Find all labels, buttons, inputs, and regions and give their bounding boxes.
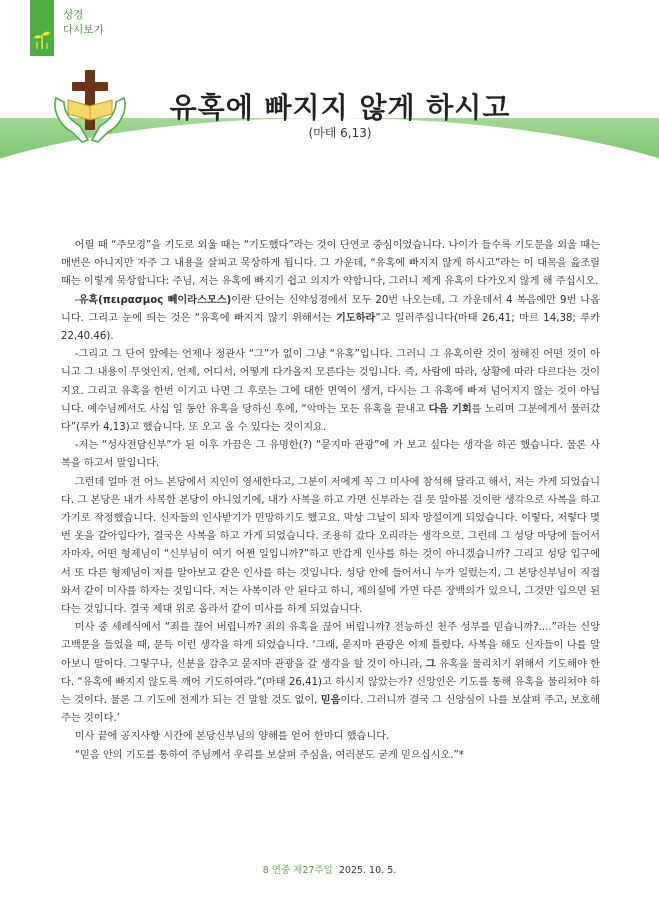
paragraph-text: 유혹을 물리치기 위해서 기도해야 한다. “유혹에 빠지지 않도록 깨어 기도하여라.”(마태 26,41)고 하시지 않았는가? 신앙인은 기도를 통해 유혹을 물리쳐야 하는 것이다. 물론 그 기도에 전제가 되는 건 말할 것도 없이, — [61, 658, 600, 707]
page-number: 8 — [262, 865, 269, 876]
issue-date: 2025. 10. 5. — [338, 865, 397, 876]
praying-hands-cross-bible-icon — [52, 68, 128, 144]
paragraph-text: 미사 끝에 공지사항 시간에 본당신부님의 양해를 얻어 한마디 했습니다. — [74, 731, 390, 743]
section-label-line1: 성경 — [63, 9, 84, 21]
paragraph-text: -저는 “성사전담신부”가 된 이후 가끔은 그 유명한(?) “묻지마 관광”에 가 보고 싶다는 생각을 하곤 했습니다. 물론 사복을 하고서 말입니다. — [61, 440, 600, 470]
paragraph — [61, 747, 600, 765]
paragraph — [61, 437, 600, 473]
paragraph-text: 이란 단어는 신약성경에서 모두 20번 나오는데, 그 가운데서 4 복음에만 9번 나옵니다. 그리고 눈에 띄는 것은 “유혹에 빠지지 않기 위해서는 — [61, 294, 600, 324]
paragraph-text: - — [74, 294, 79, 306]
emphasis-text: 유혹(πειρασμος 뻬이라스모스) — [78, 294, 232, 306]
emphasis-text: 기도하라 — [335, 312, 376, 324]
emphasis-text: 그 — [425, 658, 436, 670]
paragraph — [61, 346, 600, 437]
paragraph-text: -그리고 그 단어 앞에는 언제나 정관사 “그”가 없이 그냥 “유혹”입니다. 그러니 그 유혹이란 것이 정해진 어떤 것이 아니고 그 내용이 무엇인지, 언제, 어디서, 어떻게 다가올지 모른다는 것입니다. 즉, 사람에 따라, 상황에 따라 다르다는 것이지요. 그리고 유혹을 한번 이기고 나면 그 후로는 그에 대한 면역이 생겨, 다시는 그 유혹에 빠져 넘어지지 않는 것이 아닙니다. 예수님께서도 사십 일 동안 유혹을 당하신 후에, “악마는 모든 유혹을 끝내고 — [61, 349, 600, 415]
author-byline: 황봉철 베드로 신부 / 성서신학 박사 — [460, 176, 615, 187]
sprout-icon — [32, 28, 52, 50]
section-label — [63, 8, 104, 38]
paragraph-text: 어릴 때 “주모경”을 기도로 외울 때는 “기도했다”라는 것이 단연코 중심이었습니다. 나이가 들수록 기도문을 외울 때는 매번은 아니지만 자주 그 내용을 살피고 묵상하게 됩니다. 그 가운데, “유혹에 빠지지 않게 하시고”라는 이 대목을 읊조릴 때는 이렇게 묵상합니다: 주님, 저는 유혹에 빠지기 쉽고 의지가 약합니다, 그러니 제게 유혹이 다가오지 않게 해 주십시오. — [61, 240, 600, 288]
page-title: 유혹에 빠지지 않게 하시고 — [169, 91, 511, 124]
paragraph-text: 를 노리며 그분에게서 물러갔다”(루카 4,13)고 했습니다. 또 오고 올 수 있다는 것이지요. — [61, 403, 600, 434]
article-body — [61, 237, 600, 765]
liturgical-week: 연중 제27주일 — [271, 865, 333, 876]
emphasis-text: 믿음 — [320, 695, 341, 707]
paragraph — [61, 619, 600, 728]
paragraph-text: 이다. 그러니까 결국 그 신앙심이 나를 보살펴 주고, 보호해 주는 것이다.’ — [61, 695, 600, 725]
footer — [0, 862, 659, 876]
emphasis-text: 다음 기회 — [428, 403, 472, 415]
paragraph-text: 그런데 얼마 전 어느 본당에서 지인이 영세한다고, 그분이 저에게 꼭 그 미사에 참석해 달라고 해서, 저는 가게 되었습니다. 그 본당은 내가 사목한 본당이 아니었기에, 내가 사복을 하고 가면 신부라는 걸 못 알아볼 것이란 생각으로 사복을 하고 가기로 작정했습니다. 신자들의 인사받기가 민망하기도 했고요. 막상 그날이 되자 망설이게 되었습니다. 이렇다, 저렇다 몇 번 옷을 갈아입다가, 결국은 사복을 하고 가게 되었습니다. 조용히 갔다 오리라는 생각으로. 그런데 그 성당 마당에 들어서자마자, 어떤 형제님이 “신부님이 여기 어쩐 일입니까?”하고 반갑게 인사를 하는 것이 아니겠습니까? 그리고 성당 입구에서 또 다른 형제님이 저를 알아보고 같은 인사를 하는 것입니다. 성당 안에 들어서니 누가 일렀는지, 그 본당신부님이 직접 와서 같이 미사를 하자는 것입니다. 저는 사복이라 안 된다고 하니, 제의실에 가면 다른 장백의가 있으니, 그것만 입으면 된다는 것입니다. 결국 제대 위로 올라서 같이 미사를 하게 되었습니다. — [61, 476, 600, 616]
paragraph — [61, 474, 600, 620]
paragraph-text: “믿음 안의 기도를 통하여 주님께서 우리를 보살펴 주심을, 여러분도 굳게 믿으십시오.”* — [74, 749, 464, 761]
paragraph — [61, 728, 600, 746]
paragraph — [61, 237, 600, 292]
section-tab — [30, 0, 54, 56]
section-label-line2: 다시보기 — [63, 24, 104, 36]
paragraph-text: ”고 일러주십니다(마태 26,41; 마르 14,38; 루카 22,40.46). — [61, 312, 600, 343]
paragraph — [61, 292, 600, 347]
bible-reference: (마태 6,13) — [308, 126, 372, 140]
paragraph-text: 미사 중 세례식에서 “죄를 끊어 버립니까? 죄의 유혹을 끊어 버립니까? 전능하신 천주 성부를 믿습니까?....”라는 신앙고백문을 들었을 때, 문득 이런 생각을 하게 되었습니다. ‘그래, 묻지마 관광은 이제 틀렸다. 사복을 해도 신자들이 나를 알아보니 말이다. 그렇구나, 신분을 감추고 묻지마 관광을 갈 생각을 할 것이 아니라, — [61, 622, 600, 670]
